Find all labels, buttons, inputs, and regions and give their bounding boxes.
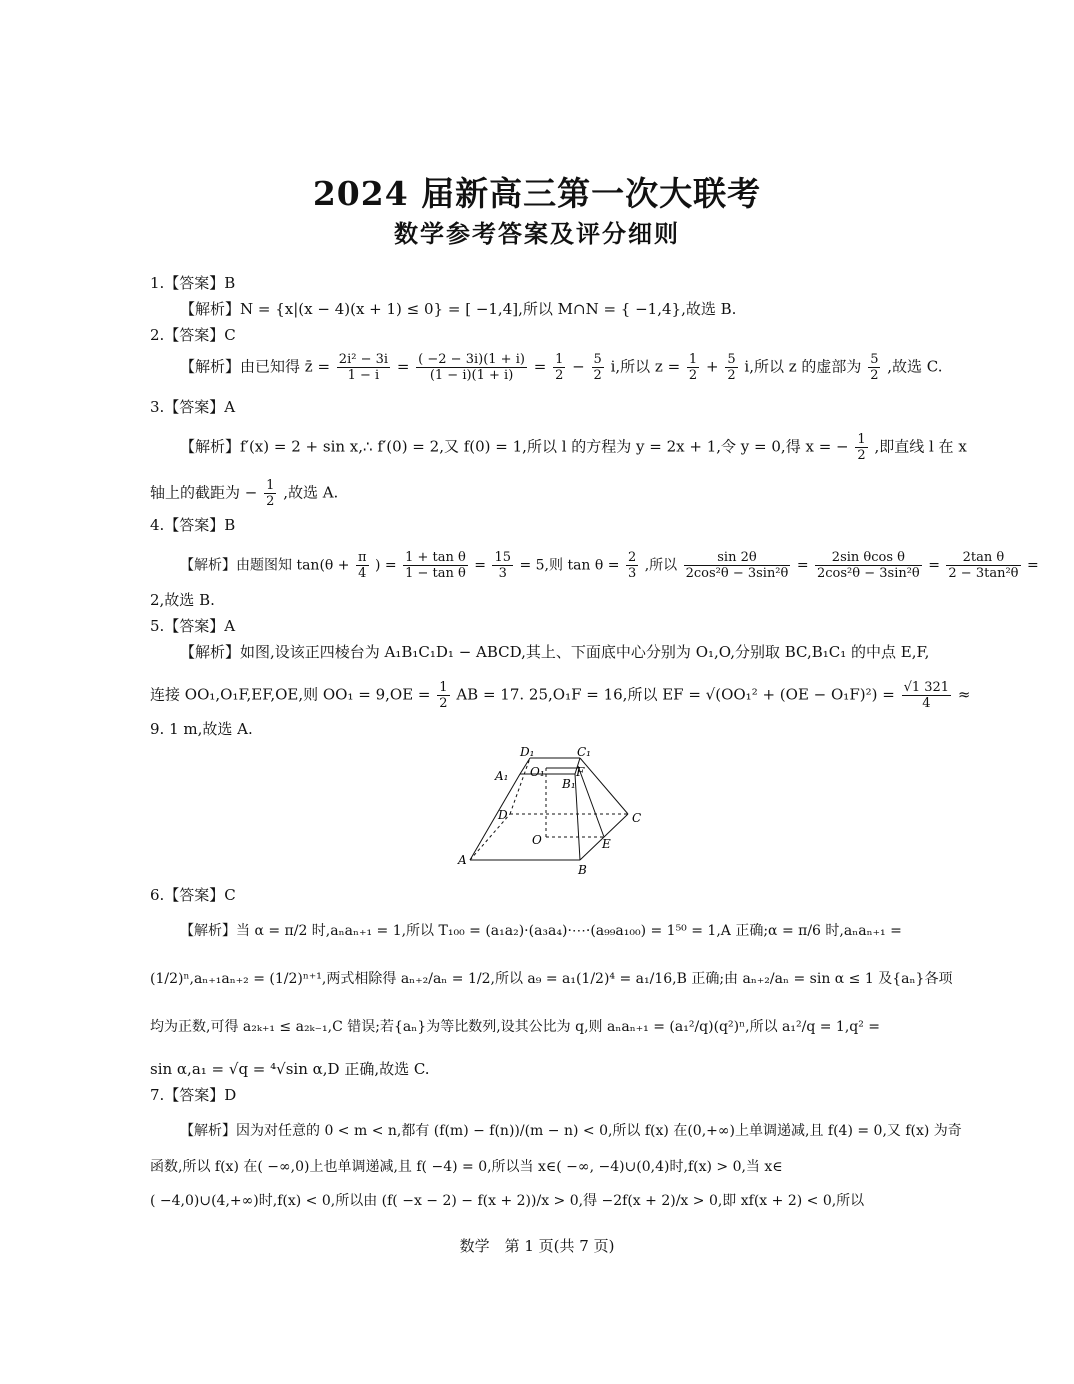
q6-answer: 6.【答案】C <box>150 886 236 904</box>
denominator: 1 − i <box>347 368 380 383</box>
denominator: 2cos²θ − 3sin²θ <box>817 566 920 581</box>
label-O: O <box>532 833 542 847</box>
q2-text: i,所以 z 的虚部为 <box>744 357 862 376</box>
denominator: 2 <box>857 448 866 463</box>
q3-text: 【解析】f′(x) = 2 + sin x,∴ f′(0) = 2,又 f(0) = 1,所以 l 的方程为 y = 2x + 1,令 y = 0,得 x = − <box>180 437 849 456</box>
q4-text: = <box>474 557 486 574</box>
fraction <box>725 352 737 383</box>
q3-text: 轴上的截距为 − <box>150 483 258 502</box>
q1-answer: 1.【答案】B <box>150 274 236 292</box>
q5-analysis-1: 【解析】如图,设该正四棱台为 A₁B₁C₁D₁ − ABCD,其上、下面底中心分别为 O₁,O,分别取 BC,B₁C₁ 的中点 E,F, <box>180 643 930 661</box>
q6-analysis-4: sin α,a₁ = √q = ⁴√sin α,D 正确,故选 C. <box>150 1060 430 1078</box>
numerator: 1 <box>266 478 275 493</box>
numerator: π <box>357 550 367 565</box>
q5-text: 连接 OO₁,O₁F,EF,OE,则 OO₁ = 9,OE = <box>150 685 431 704</box>
fraction <box>437 680 449 711</box>
numerator: 1 + tan θ <box>405 550 466 565</box>
denominator: 2 − 3tan²θ <box>948 566 1019 581</box>
denominator: 4 <box>922 696 931 711</box>
label-C: C <box>632 811 642 825</box>
fraction <box>815 550 922 581</box>
numerator: 2tan θ <box>946 550 1020 566</box>
q3-text: ,即直线 l 在 x <box>874 437 967 456</box>
label-C1: C₁ <box>577 745 591 759</box>
denominator: 2 <box>266 494 275 509</box>
fraction <box>356 550 369 581</box>
label-A: A <box>458 853 467 867</box>
fraction <box>492 550 513 581</box>
q2-text: i,所以 z = <box>610 357 681 376</box>
q2-text: + <box>705 357 719 376</box>
numerator: 15 <box>494 550 511 565</box>
q1-analysis: 【解析】N = {x|(x − 4)(x + 1) ≤ 0} = [ −1,4],所以 M∩N = { −1,4},故选 B. <box>180 300 737 318</box>
fraction <box>902 680 952 711</box>
q3-answer: 3.【答案】A <box>150 398 236 416</box>
q4-analysis-2: 2,故选 B. <box>150 591 215 609</box>
q5-answer: 5.【答案】A <box>150 617 236 635</box>
q2-text: = <box>396 357 410 376</box>
label-B: B <box>578 863 587 877</box>
q7-answer: 7.【答案】D <box>150 1086 237 1104</box>
denominator: 4 <box>358 566 367 581</box>
q3-analysis-1 <box>180 432 967 463</box>
q4-analysis-1 <box>180 550 1039 581</box>
numerator: 5 <box>593 352 602 367</box>
q5-text: ≈ <box>957 685 971 704</box>
q7-analysis-1: 【解析】因为对任意的 0 < m < n,都有 (f(m) − f(n))/(m − n) < 0,所以 f(x) 在(0,+∞)上单调递减,且 f(4) = 0,又 f(x) 为奇 <box>180 1123 962 1139</box>
q4-text: = <box>928 557 940 574</box>
q4-text: = <box>796 557 809 574</box>
page-footer: 数学 第 1 页(共 7 页) <box>459 1237 615 1255</box>
q3-text: ,故选 A. <box>283 483 339 502</box>
page-title: 2024 届新高三第一次大联考 <box>312 174 762 213</box>
numerator: sin 2θ <box>684 550 791 566</box>
label-E: E <box>602 837 611 851</box>
numerator: 2sin θcos θ <box>815 550 922 566</box>
q6-analysis-2: (1/2)ⁿ,aₙ₊₁aₙ₊₂ = (1/2)ⁿ⁺¹,两式相除得 aₙ₊₂/aₙ = 1/2,所以 a₉ = a₁(1/2)⁴ = a₁/16,B 正确;由 aₙ₊₂/aₙ = sin α ≤ 1 及{aₙ}各项 <box>150 971 953 987</box>
numerator: 1 <box>439 680 448 695</box>
fraction <box>855 432 867 463</box>
q4-text: = <box>1026 557 1039 574</box>
q5-text: AB = 17. 25,O₁F = 16,所以 EF = √(OO₁² + (OE − O₁F)²) = <box>456 685 895 704</box>
fraction <box>626 550 638 581</box>
denominator: 2 <box>593 368 602 383</box>
frustum-figure <box>450 742 650 878</box>
q6-analysis-1: 【解析】当 α = π/2 时,aₙaₙ₊₁ = 1,所以 T₁₀₀ = (a₁a₂)·(a₃a₄)·⋯·(a₉₉a₁₀₀) = 1⁵⁰ = 1,A 正确;α = π/6 时,aₙaₙ₊₁ = <box>180 923 902 939</box>
q7-analysis-3: ( −4,0)∪(4,+∞)时,f(x) < 0,所以由 (f( −x − 2) − f(x + 2))/x > 0,得 −2f(x + 2)/x > 0,即 xf(x + 2) < 0,所以 <box>150 1193 865 1209</box>
numerator: 5 <box>727 352 736 367</box>
fraction <box>687 352 699 383</box>
denominator: 3 <box>498 566 507 581</box>
page-subtitle: 数学参考答案及评分细则 <box>394 219 680 248</box>
q4-text: 【解析】由题图知 tan(θ + <box>180 557 350 574</box>
fraction <box>868 352 880 383</box>
denominator: 2 <box>439 696 448 711</box>
q2-text: − <box>572 357 585 376</box>
q5-analysis-2 <box>150 680 971 711</box>
numerator: 1 <box>688 352 698 367</box>
q4-text: ) = <box>374 557 397 574</box>
q2-analysis <box>180 352 950 383</box>
fraction <box>946 550 1020 581</box>
denominator: 2 <box>870 368 879 383</box>
q4-answer: 4.【答案】B <box>150 516 236 534</box>
fraction <box>416 352 527 383</box>
q2-text: ,故选 C. <box>887 357 943 376</box>
denominator: 1 − tan θ <box>405 566 466 581</box>
q4-text: = 5,则 tan θ = <box>519 557 620 574</box>
label-D: D <box>498 808 508 822</box>
denominator: 2 <box>688 368 698 383</box>
label-F: F <box>576 765 585 779</box>
denominator: 2cos²θ − 3sin²θ <box>685 566 789 581</box>
numerator: 1 <box>857 432 866 447</box>
numerator: 2 <box>627 550 637 565</box>
q3-analysis-2 <box>150 478 920 509</box>
denominator: 3 <box>627 566 637 581</box>
q2-text: = <box>533 357 547 376</box>
fraction <box>553 352 565 383</box>
label-O1: O₁ <box>530 765 545 779</box>
denominator: 2 <box>727 368 736 383</box>
label-D1: D₁ <box>520 745 535 759</box>
fraction <box>403 550 468 581</box>
q2-answer: 2.【答案】C <box>150 326 236 344</box>
fraction <box>684 550 791 581</box>
numerator: 2i² − 3i <box>338 352 389 367</box>
fraction <box>264 478 276 509</box>
fraction <box>592 352 604 383</box>
denominator: 2 <box>555 368 564 383</box>
q5-analysis-3: 9. 1 m,故选 A. <box>150 720 253 738</box>
label-B1: B₁ <box>562 777 576 791</box>
numerator: √1 321 <box>903 680 950 695</box>
label-A1: A₁ <box>495 769 509 783</box>
numerator: 5 <box>870 352 879 367</box>
q7-analysis-2: 函数,所以 f(x) 在( −∞,0)上也单调递减,且 f( −4) = 0,所以当 x∈( −∞, −4)∪(0,4)时,f(x) > 0,当 x∈ <box>150 1159 783 1175</box>
q2-text: 【解析】由已知得 z̄ = <box>180 357 331 376</box>
fraction <box>337 352 390 383</box>
numerator: 1 <box>555 352 564 367</box>
q4-text: ,所以 <box>644 557 678 574</box>
numerator: ( −2 − 3i)(1 + i) <box>418 352 525 367</box>
q6-analysis-3: 均为正数,可得 a₂ₖ₊₁ ≤ a₂ₖ₋₁,C 错误;若{aₙ}为等比数列,设其公比为 q,则 aₙaₙ₊₁ = (a₁²/q)(q²)ⁿ,所以 a₁²/q = 1,q² = <box>150 1019 881 1035</box>
denominator: (1 − i)(1 + i) <box>429 368 514 383</box>
